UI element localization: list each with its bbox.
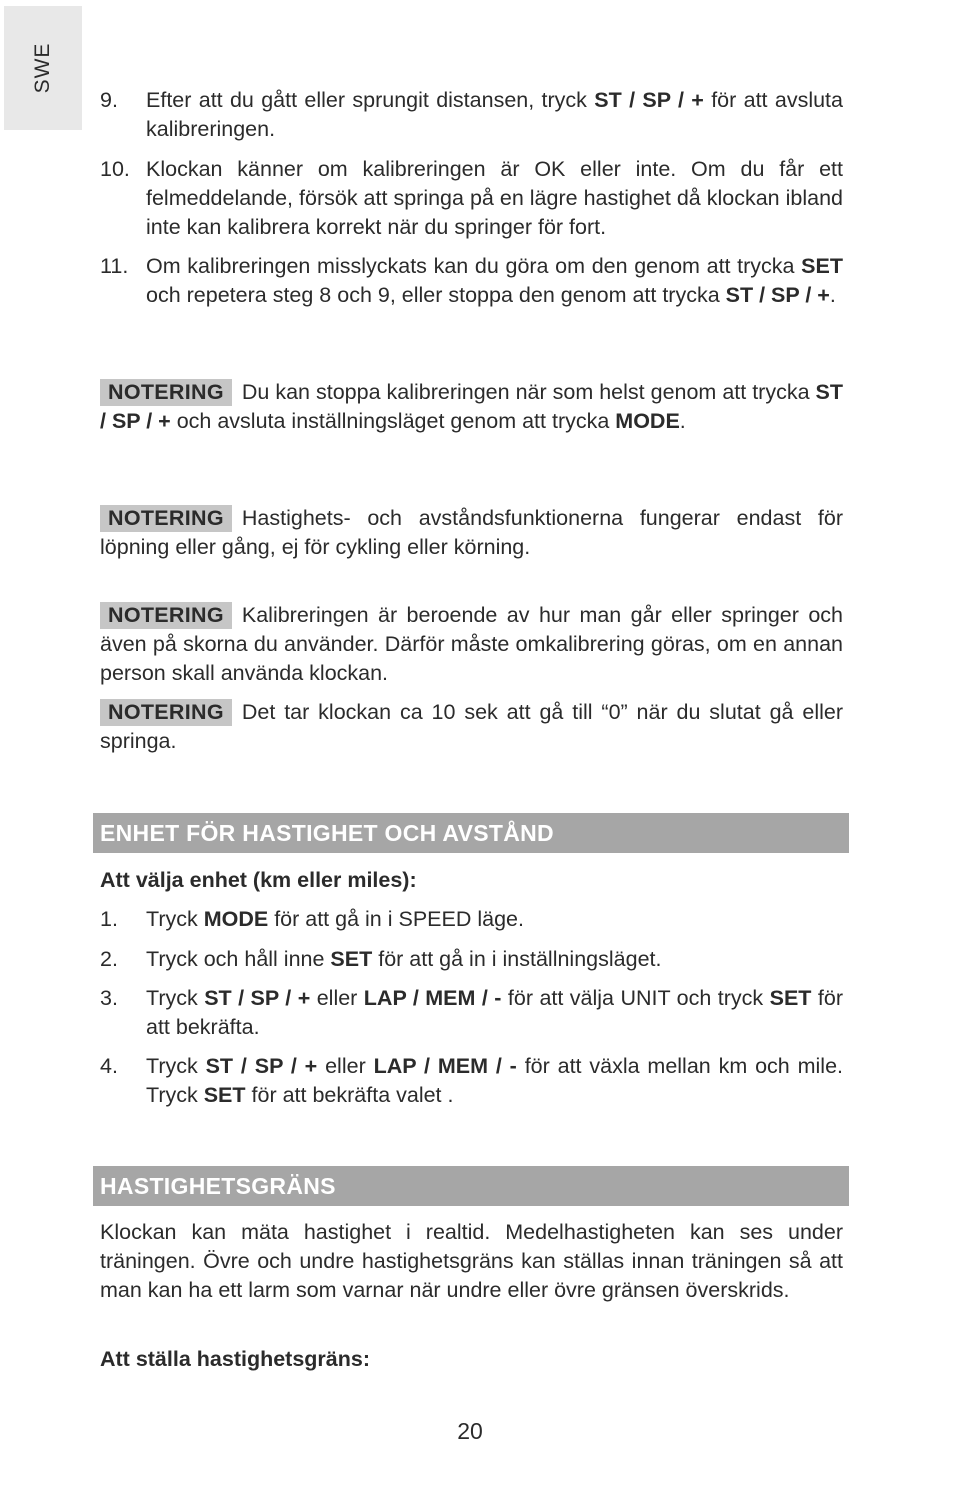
step-number: 3.: [100, 986, 118, 1010]
bold-text: LAP / MEM / -: [363, 986, 502, 1010]
step-text: [146, 905, 843, 934]
bold-text: SET: [801, 254, 843, 278]
text-run: eller: [310, 986, 364, 1010]
bold-text: SET: [769, 986, 812, 1010]
text-run: för att gå in i inställningsläget.: [372, 947, 662, 971]
list-item-unit-step-1: [100, 905, 843, 934]
section-subtitle: Att välja enhet (km eller miles):: [100, 868, 417, 892]
section-subtitle: Att ställa hastighetsgräns:: [100, 1347, 370, 1371]
text-run: och repetera steg 8 och 9, eller stoppa den genom att trycka: [146, 283, 726, 307]
step-number: 1.: [100, 907, 118, 931]
language-tab: [4, 6, 82, 130]
bold-text: ST / SP / +: [204, 986, 311, 1010]
text-run: för att avsluta kalibreringen.: [146, 88, 843, 141]
bold-text: ST / SP / +: [100, 380, 843, 433]
list-item-unit-step-4: [100, 1052, 843, 1110]
bold-text: MODE: [203, 907, 269, 931]
text-run: för att välja UNIT och tryck: [501, 986, 770, 1010]
text-run: Efter att du gått eller sprungit distansen, tryck: [146, 88, 595, 112]
note-4: [100, 698, 843, 756]
text-run: för att bekräfta.: [146, 986, 843, 1039]
step-text: [146, 945, 843, 974]
bold-text: ST / SP / +: [594, 88, 704, 112]
note-badge: NOTERING: [100, 699, 232, 726]
step-number: 4.: [100, 1054, 118, 1078]
bold-text: ST / SP / +: [725, 283, 830, 307]
list-item-step-10: [100, 155, 843, 242]
note-badge: NOTERING: [100, 379, 232, 406]
bold-text: SET: [330, 947, 373, 971]
text-run: Tryck: [146, 1054, 206, 1078]
step-number: 10.: [100, 157, 130, 181]
section-title: HASTIGHETSGRÄNS: [100, 1173, 336, 1199]
list-item-unit-step-3: [100, 984, 843, 1042]
text-run: Du kan stoppa kalibreringen när som helst genom att trycka: [241, 380, 816, 404]
section-title: ENHET FÖR HASTIGHET OCH AVSTÅND: [100, 820, 554, 846]
text-run: Tryck: [146, 986, 205, 1010]
text-run: .: [829, 283, 836, 307]
bold-text: MODE: [615, 409, 680, 433]
section-body: Klockan kan mäta hastighet i realtid. Medelhastigheten kan ses under träningen. Övre och undre hastighetsgräns kan ställas innan träningen så att man kan ha ett larm som varnar när undre eller övre gränsen överskrids.: [100, 1220, 843, 1302]
text-run: eller: [317, 1054, 374, 1078]
page-number: 20: [457, 1418, 483, 1444]
step-text: [146, 1052, 843, 1110]
language-label: SWE: [31, 42, 54, 94]
step-text: [146, 86, 843, 144]
step-number: 9.: [100, 88, 118, 112]
bold-text: ST / SP / +: [205, 1054, 318, 1078]
step-number: 11.: [100, 254, 129, 278]
text-run: Tryck och håll inne: [146, 947, 331, 971]
list-item-step-9: [100, 86, 843, 144]
section-header-speed-limit: [93, 1166, 849, 1206]
text-run: Klockan känner om kalibreringen är OK eller inte. Om du får ett felmeddelande, försök att springa på en lägre hastighet då klockan ibland inte kan kalibrera korrekt när du springer för fort.: [146, 157, 843, 239]
text-run: Om kalibreringen misslyckats kan du göra om den genom att trycka: [146, 254, 802, 278]
text-run: för att gå in i SPEED läge.: [268, 907, 524, 931]
note-badge: NOTERING: [100, 602, 232, 629]
bold-text: LAP / MEM / -: [373, 1054, 517, 1078]
text-run: .: [679, 409, 686, 433]
bold-text: SET: [203, 1083, 246, 1107]
list-item-step-11: [100, 252, 843, 310]
step-number: 2.: [100, 947, 118, 971]
text-run: och avsluta inställningsläget genom att trycka: [170, 409, 616, 433]
step-text: [146, 984, 843, 1042]
text-run: Det tar klockan ca 10 sek att gå till “0” när du slutat gå eller springa.: [100, 700, 843, 753]
list-item-unit-step-2: [100, 945, 843, 974]
section-header-unit: [93, 813, 849, 853]
text-run: för att bekräfta valet .: [245, 1083, 454, 1107]
text-run: Hastighets- och avståndsfunktionerna fungerar endast för löpning eller gång, ej för cykling eller körning.: [100, 506, 843, 559]
note-3: [100, 601, 843, 688]
text-run: Kalibreringen är beroende av hur man går eller springer och även på skorna du använder. Därför måste omkalibrering göras, om en annan person skall använda klockan.: [100, 603, 843, 685]
note-2: [100, 504, 843, 562]
step-text: [146, 155, 843, 242]
text-run: Tryck: [146, 907, 204, 931]
step-text: [146, 252, 843, 310]
note-badge: NOTERING: [100, 505, 232, 532]
text-run: för att växla mellan km och mile. Tryck: [146, 1054, 843, 1107]
note-1: [100, 378, 843, 436]
